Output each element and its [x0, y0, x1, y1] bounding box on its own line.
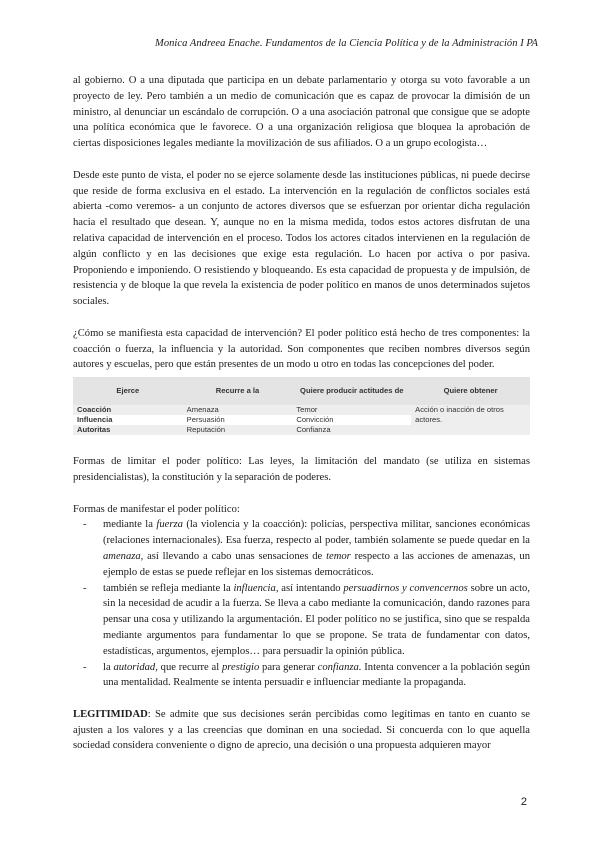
table-cell: Convicción [296, 415, 334, 425]
page-number: 2 [520, 796, 527, 808]
power-components-table [73, 377, 530, 435]
table-cell: Persuasión [186, 415, 225, 425]
list-item: - mediante la fuerza (la violencia y la coacción): policías, perspectiva militar, sanciones económicas (relaciones internacionales). Esa fuerza, respecto al poder, también solamente se puede quedar en la amenaza, así llevando a cabo unas sensaciones de temor respecto a las acciones de amenazas, un ejemplo de estas se puede reflejar en los sistemas democráticos. [83, 519, 530, 578]
table-cell: Temor [292, 405, 411, 415]
table-cell: Coacción [73, 405, 183, 415]
paragraph-3: ¿Cómo se manifiesta esta capacidad de intervención? El poder político está hecho de tres componentes: la coacción o fuerza, la influencia y la autoridad. Son componentes que reciben nombres diversos según autores y escuelas, pero que están presentes de un modo u otro en todas las concepciones del poder. [73, 327, 530, 371]
dash-bullet: - [83, 582, 87, 594]
table-cell: Amenaza [183, 405, 293, 415]
table-header-recurre: Recurre a la [183, 377, 293, 405]
table-cell: Autoritas [73, 425, 183, 435]
table-header-actitudes: Quiere producir actitudes de [292, 377, 411, 405]
table-row [73, 405, 530, 415]
table-header-ejerce: Ejerce [73, 377, 183, 405]
table-cell-obtener: Acción o inacción de otros actores. [411, 405, 530, 435]
dash-bullet: - [83, 661, 87, 673]
page-header: Monica Andreea Enache. Fundamentos de la Ciencia Política y de la Administración I PA [155, 38, 538, 49]
paragraph-legitimidad [73, 707, 530, 754]
table-header-row [73, 377, 530, 405]
forms-list [73, 517, 530, 691]
paragraph-1: al gobierno. O a una diputada que participa en un debate parlamentario y otorga su voto favorable a un proyecto de ley. Pero también a un medio de comunicación que es capaz de provocar la dimisión de un ministro, al denunciar un escándalo de corrupción. O a una asociación patronal que consigue que se adopte una política económica que le favorece. O a una organización religiosa que bloquea la aprobación de ciertas disposiciones legales mediante la movilización de sus afiliados. O a un grupo ecologista… [73, 75, 530, 150]
legitimidad-text: : Se admite que sus decisiones serán percibidas como legítimas en tanto en cuanto se ajusten a los valores y a las creencias que dominan en una sociedad. Si concuerda con lo que aquella sociedad considera conveniente o digno de aprecio, una decisión o una propuesta adquieren mayor [73, 708, 530, 752]
list-item: - también se refleja mediante la influencia, así intentando persuadirnos y convencernos sobre un acto, sin la necesidad de acudir a la fuerza. Se lleva a cabo mediante la comunicación, dando razones para pensar una cosa y utilizando la argumentación. El poder político no se justifica, sino que se respalda mediante argumentos para fundamentar lo que se propone. Se trata de fundamentar con datos, estadísticas, argumentos, ejemplos… para persuadir la opinión pública. [83, 582, 530, 657]
paragraph-limits: Formas de limitar el poder político: Las leyes, la limitación del mandato (se utiliza en sistemas presidencialistas), la constitución y la separación de poderes. [73, 456, 530, 483]
list-item: - la autoridad, que recurre al prestigio para generar confianza. Intenta convencer a la población según una mentalidad. Realmente se intenta persuadir e influenciar mediante la propaganda. [83, 661, 530, 689]
legitimidad-label: LEGITIMIDAD [73, 708, 148, 720]
table-cell: Reputación [183, 425, 293, 435]
table-header-obtener: Quiere obtener [411, 377, 530, 405]
paragraph-2: Desde este punto de vista, el poder no se ejerce solamente desde las instituciones públicas, ni puede decirse que reside de forma exclusiva en el estado. La intervención en la regulación de conflictos sociales está abierta -como veremos- a un conjunto de actores diversos que se esfuerzan por orientar dicha regulación hacia el resultado que desean. Y, aunque no en la misma medida, todos estos actores disfrutan de una relativa capacidad de intervención en el proceso. Todos los actores citados intervienen en la regulación de algún conflicto y en las decisiones que exige esta regulación. Lo hacen por activa o por pasiva. Proponiendo e imponiendo. O resistiendo y bloqueando. Es esta capacidad de propuesta y de impulsión, de resistencia y de bloque la que revela la existencia de poder político en manos de unos determinados sujetos sociales. [73, 169, 530, 308]
page-body [73, 73, 530, 754]
forms-intro: Formas de manifestar el poder político: [73, 503, 240, 515]
table-cell: Influencia [77, 415, 113, 425]
table-cell: Confianza [292, 425, 411, 435]
dash-bullet: - [83, 519, 87, 531]
